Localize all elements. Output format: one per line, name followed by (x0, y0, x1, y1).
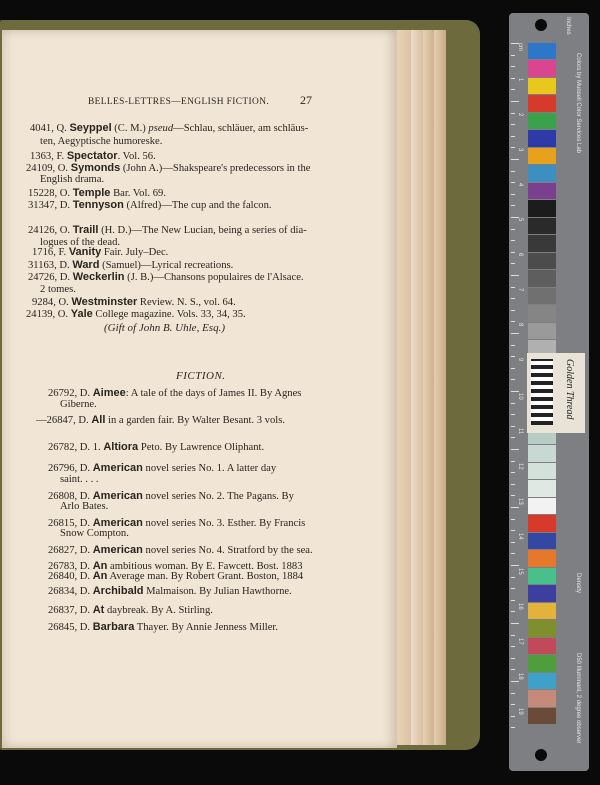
page-edge (397, 30, 411, 745)
color-swatch (528, 655, 556, 671)
scale-tick (511, 287, 515, 288)
scale-tick (511, 310, 515, 311)
entry-continuation: Snow Compton. (60, 528, 129, 539)
scale-tick (511, 611, 515, 612)
entry-number: —26847, D. (36, 415, 92, 426)
entry-keyword: Yale (70, 308, 93, 320)
scale-tick (511, 449, 519, 450)
scale-tick (511, 182, 515, 183)
color-swatch (528, 305, 556, 321)
entry-keyword: All (91, 414, 106, 426)
entry-keyword: Aimee (92, 387, 126, 399)
scale-label: 1 (517, 78, 523, 82)
entry-keyword: Barbara (92, 621, 135, 633)
entry-number: 26782, D. 1. (48, 442, 104, 453)
scale-label: 18 (517, 673, 523, 680)
entry-keyword: American (92, 462, 143, 474)
color-swatch (528, 568, 556, 584)
scale-label: 4 (517, 183, 523, 187)
color-swatch (528, 165, 556, 181)
scale-tick (511, 240, 515, 241)
section-heading: FICTION. (176, 370, 226, 382)
entry-number: 26840, D. (48, 571, 93, 582)
entry-text: Peto. By Lawrence Oliphant. (138, 442, 265, 453)
entry-keyword: At (92, 604, 105, 616)
entry-text: . Vol. 56. (117, 151, 156, 162)
entry-text: Bar. Vol. 69. (110, 188, 166, 199)
scale-tick (511, 403, 515, 404)
color-swatch (528, 235, 556, 251)
entry-keyword: Temple (72, 187, 111, 199)
scale-tick (511, 565, 519, 566)
scale-label: 6 (517, 253, 523, 257)
card-density-label: Density (575, 573, 581, 594)
entry-italic: pseud (148, 123, 174, 134)
entry-keyword: An (92, 560, 108, 572)
scale-tick (511, 437, 515, 438)
scale-tick (511, 507, 519, 508)
entry-number: 24126, O. (28, 225, 73, 236)
color-swatch (528, 673, 556, 689)
scale-tick (511, 113, 515, 114)
scale-tick (511, 159, 519, 160)
scale-tick (511, 495, 515, 496)
entry-keyword: Altiora (103, 441, 139, 453)
scale-label: 7 (517, 288, 523, 292)
entry-line (28, 224, 307, 237)
color-swatch (528, 515, 556, 531)
entry-keyword: Seyppel (69, 122, 112, 134)
color-swatch (528, 253, 556, 269)
entry-keyword: Westminster (71, 296, 138, 308)
fiction-line (48, 544, 313, 557)
color-swatch (528, 218, 556, 234)
fiction-line (36, 414, 285, 427)
fiction-line (48, 585, 292, 598)
entry-keyword: American (92, 490, 143, 502)
fiction-line (48, 570, 303, 583)
scale-tick (511, 194, 515, 195)
scale-tick (511, 472, 515, 473)
entry-text: College magazine. Vols. 33, 34, 35. (92, 309, 246, 320)
entry-number: 15228, O. (28, 188, 73, 199)
scale-tick (511, 55, 515, 56)
entry-line (28, 199, 272, 212)
scale-tick (511, 669, 515, 670)
color-swatch (528, 183, 556, 199)
entry-number: 1363, F. (30, 151, 67, 162)
gift-note: (Gift of John B. Uhle, Esq.) (104, 322, 225, 334)
scale-tick (511, 345, 515, 346)
scale-label: 19 (517, 708, 523, 715)
scale-tick (511, 588, 515, 589)
color-swatch (528, 585, 556, 601)
entry-continuation: logues of the dead. (40, 237, 121, 248)
golden-thread-target (527, 353, 585, 433)
scale-tick (511, 414, 515, 415)
scale-tick (511, 577, 515, 578)
scale-tick (511, 542, 515, 543)
entry-text: (John A.)—Shakspeare's predecessors in the (120, 163, 311, 174)
scale-tick (511, 426, 515, 427)
card-bottom-label: D50 Illuminant, 2 degree observer (575, 653, 581, 744)
color-swatch (528, 638, 556, 654)
scale-label: 15 (517, 568, 523, 575)
page-edge (423, 30, 434, 745)
scale-tick (511, 716, 515, 717)
color-swatch (528, 603, 556, 619)
entry-text: Thayer. By Annie Jenness Miller. (134, 622, 278, 633)
scale-tick (511, 461, 515, 462)
entry-number: 1716, F. (32, 247, 69, 258)
scale-tick (511, 171, 515, 172)
card-hole (535, 749, 547, 761)
entry-keyword: American (92, 544, 143, 556)
entry-number: 26837, D. (48, 605, 93, 616)
scale-label: 17 (517, 638, 523, 645)
entry-keyword: Weckerlin (72, 271, 125, 283)
scale-tick (511, 205, 515, 206)
scale-tick (511, 101, 519, 102)
color-swatch (528, 130, 556, 146)
entry-text: novel series No. 3. Esther. By Francis (142, 518, 306, 529)
scale-label: 10 (517, 393, 523, 400)
entry-text: (J. B.)—Chansons populaires de l'Alsace. (124, 272, 304, 283)
color-swatch (528, 148, 556, 164)
entry-keyword: Tennyson (72, 199, 124, 211)
scale-tick (511, 124, 515, 125)
scale-tick (511, 681, 519, 682)
entry-keyword: Traill (72, 224, 99, 236)
page-number: 27 (300, 93, 312, 107)
brand-label: Golden Thread (564, 359, 575, 420)
scale-label: 5 (517, 218, 523, 222)
entry-text: novel series No. 2. The Pagans. By (142, 491, 294, 502)
scale-label: 9 (517, 358, 523, 362)
entry-number: 24109, O. (26, 163, 71, 174)
scale-label: 2 (517, 113, 523, 117)
entry-text: (Samuel)—Lyrical recreations. (99, 260, 234, 271)
entry-text: novel series No. 4. Stratford by the sea. (142, 545, 313, 556)
entry-continuation: English drama. (40, 174, 105, 185)
scale-tick (511, 623, 519, 624)
entry-text: —Schlau, schläuer, am schläus- (173, 123, 309, 134)
entry-continuation: Arlo Bates. (60, 501, 109, 512)
entry-text: ambitious woman. By E. Fawcett. Bost. 1883 (107, 561, 303, 572)
entry-number: 31163, D. (28, 260, 73, 271)
scale-tick (511, 727, 515, 728)
scale-tick (511, 66, 515, 67)
scale-tick (511, 646, 515, 647)
page-edge (434, 30, 446, 745)
scale-tick (511, 333, 519, 334)
scale-tick (511, 530, 515, 531)
scale-tick (511, 147, 515, 148)
entry-line (28, 271, 304, 284)
entry-number: 26815, D. (48, 518, 93, 529)
card-top-label: Inches (565, 17, 571, 35)
color-swatch (528, 200, 556, 216)
color-swatch (528, 620, 556, 636)
color-swatch (528, 498, 556, 514)
scale-tick (511, 78, 515, 79)
entry-number: 26845, D. (48, 622, 93, 633)
entry-line (30, 122, 308, 135)
entry-keyword: Ward (72, 259, 100, 271)
color-swatch (528, 690, 556, 706)
entry-number: 24726, D. (28, 272, 73, 283)
entry-number: 26796, D. (48, 463, 93, 474)
entry-line (32, 246, 168, 259)
color-swatch (528, 288, 556, 304)
scale-tick (511, 368, 515, 369)
entry-keyword: An (92, 570, 108, 582)
entry-continuation: ten, Aegyptische humoreske. (40, 136, 163, 147)
scale-tick (511, 693, 515, 694)
entry-number: 26808, D. (48, 491, 93, 502)
entry-line (26, 308, 246, 321)
entry-text: Fair. July–Dec. (101, 247, 169, 258)
page-edge (411, 30, 423, 745)
scale-tick (511, 519, 515, 520)
entry-text: daybreak. By A. Stirling. (104, 605, 213, 616)
fiction-line (48, 604, 213, 617)
fiction-line (48, 441, 264, 454)
color-swatch (528, 480, 556, 496)
entry-text: Review. N. S., vol. 64. (137, 297, 236, 308)
color-swatch (528, 113, 556, 129)
scale-label: cm (517, 43, 523, 51)
scale-label: 3 (517, 148, 523, 152)
entry-keyword: Archibald (92, 585, 144, 597)
scale-tick (511, 321, 515, 322)
entry-number: 9284, O. (32, 297, 72, 308)
entry-text: novel series No. 1. A latter day (142, 463, 277, 474)
entry-continuation: saint. . . . (60, 474, 99, 485)
entry-text: (Alfred)—The cup and the falcon. (123, 200, 272, 211)
entry-text: in a garden fair. By Walter Besant. 3 vols. (105, 415, 285, 426)
scale-tick (511, 658, 515, 659)
scale-tick (511, 252, 515, 253)
scale-label: 12 (517, 463, 523, 470)
card-side-label: Colors by Munsell Color Services Lab (575, 53, 581, 154)
entry-continuation: Giberne. (60, 399, 97, 410)
entry-keyword: Symonds (70, 162, 121, 174)
entry-number: 24139, O. (26, 309, 71, 320)
color-swatch (528, 43, 556, 59)
entry-text: Average man. By Robert Grant. Boston, 1884 (107, 571, 304, 582)
entry-text: (C. M.) (111, 123, 149, 134)
scale-tick (511, 704, 515, 705)
scale-tick (511, 263, 515, 264)
scale-tick (511, 553, 515, 554)
scale-tick (511, 275, 519, 276)
color-swatch (528, 445, 556, 461)
entry-number: 31347, D. (28, 200, 73, 211)
color-swatch (528, 708, 556, 724)
fiction-line (48, 621, 278, 634)
color-swatch (528, 78, 556, 94)
color-swatch (528, 550, 556, 566)
entry-number: 26783, D. (48, 561, 93, 572)
scale-tick (511, 298, 515, 299)
scale-tick (511, 484, 515, 485)
entry-continuation: 2 tomes. (40, 284, 76, 295)
entry-text: Malmaison. By Julian Hawthorne. (143, 586, 292, 597)
scale-label: 14 (517, 533, 523, 540)
scale-label: 16 (517, 603, 523, 610)
color-swatch (528, 463, 556, 479)
entry-text: : A tale of the days of James II. By Agnes (125, 388, 302, 399)
resolution-target (531, 359, 553, 425)
scale-label: 8 (517, 323, 523, 327)
entry-number: 26827, D. (48, 545, 93, 556)
entry-keyword: Vanity (68, 246, 102, 258)
scale-tick (511, 229, 515, 230)
color-swatch (528, 60, 556, 76)
scale-label: 11 (517, 428, 523, 435)
entry-keyword: American (92, 517, 143, 529)
running-head: BELLES-LETTRES—ENGLISH FICTION. (88, 97, 270, 107)
color-swatch (528, 323, 556, 339)
entry-number: 26834, D. (48, 586, 93, 597)
scale-tick (511, 136, 515, 137)
color-swatch (528, 270, 556, 286)
scale-tick (511, 356, 515, 357)
scale-tick (511, 379, 515, 380)
scale-tick (511, 600, 515, 601)
scale-label: 13 (517, 498, 523, 505)
entry-number: 26792, D. (48, 388, 93, 399)
entry-number: 4041, Q. (30, 123, 70, 134)
entry-text: (H. D.)—The New Lucian, being a series of dia- (98, 225, 307, 236)
scale-tick (511, 89, 515, 90)
entry-keyword: Spectator (66, 150, 118, 162)
scale-tick (511, 635, 515, 636)
card-hole (535, 19, 547, 31)
color-swatch (528, 533, 556, 549)
scale-tick (511, 391, 519, 392)
color-swatch (528, 95, 556, 111)
